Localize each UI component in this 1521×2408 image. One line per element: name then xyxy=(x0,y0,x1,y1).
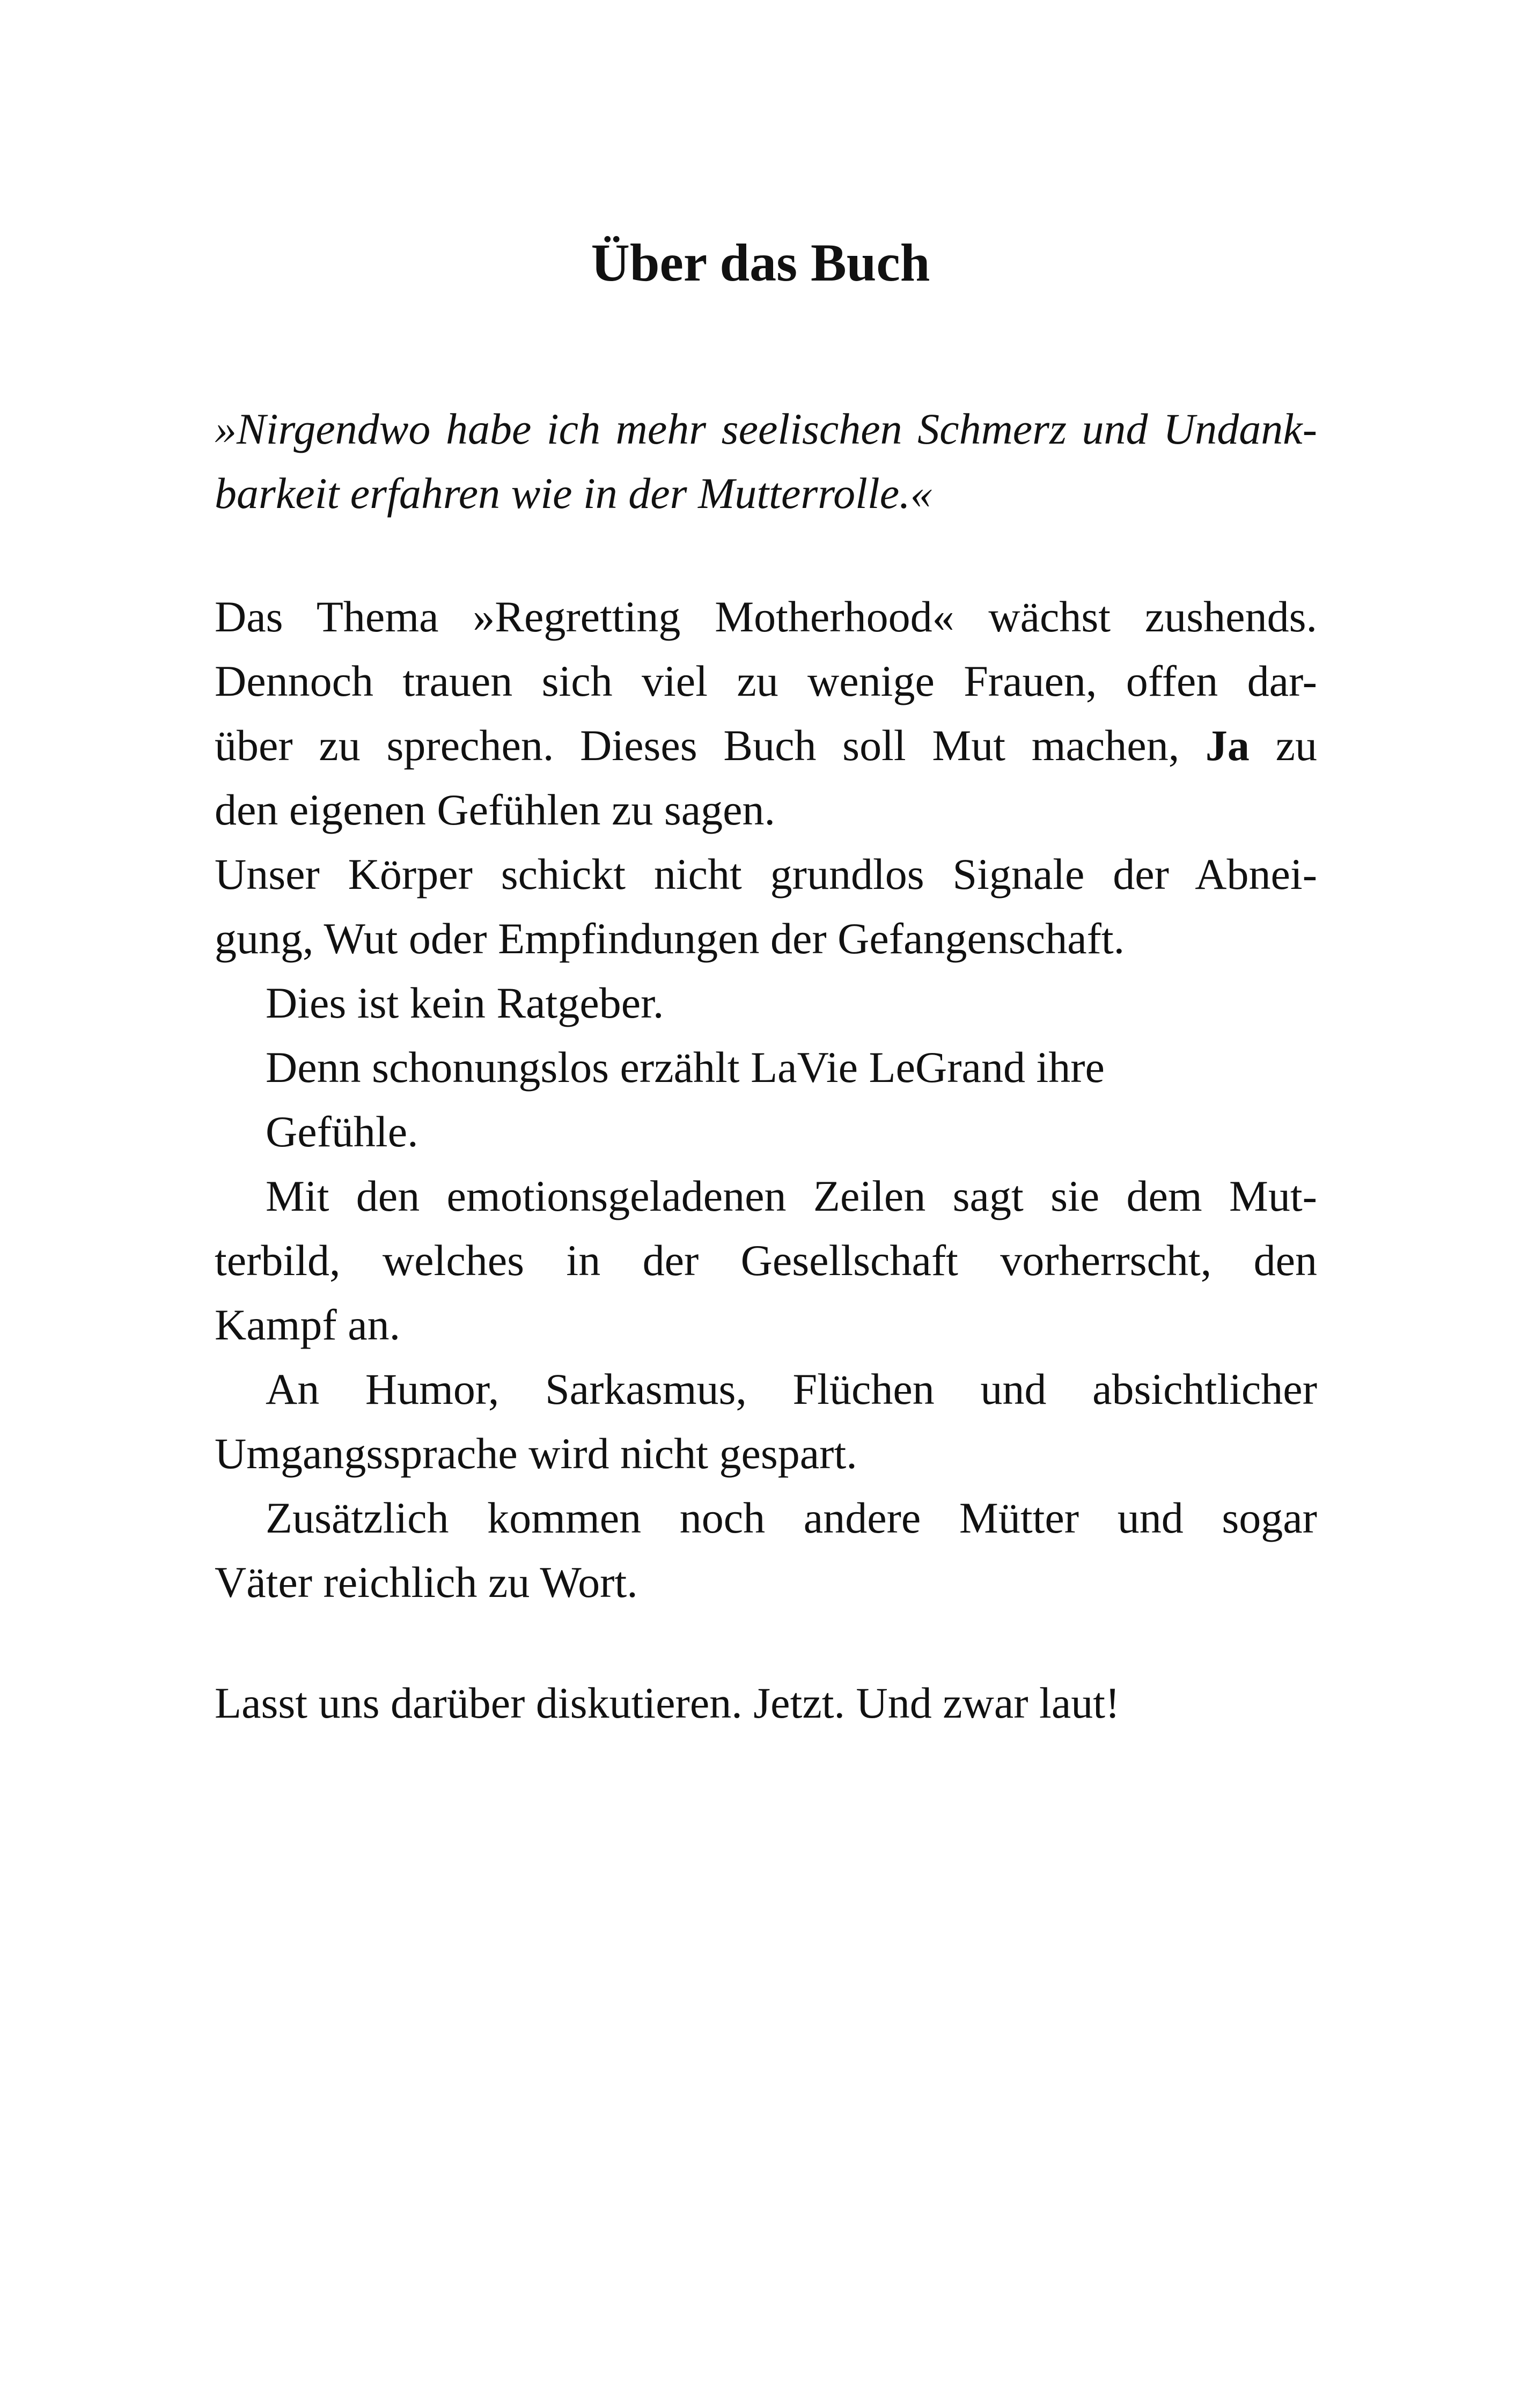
body-line-14: Umgangssprache wird nicht gespart. xyxy=(215,1429,857,1478)
body-line-5: Unser Körper schickt nicht grundlos Signale der Abnei- xyxy=(215,850,1317,899)
body-line-12: Kampf an. xyxy=(215,1300,401,1349)
body-line-2: Dennoch trauen sich viel zu wenige Frauen, offen dar- xyxy=(215,657,1317,705)
quote-line-1: »Nirgendwo habe ich mehr seelischen Schmerz und Undank- xyxy=(215,404,1317,453)
body-line-15: Zusätzlich kommen noch andere Mütter und sogar xyxy=(266,1493,1317,1542)
body-line-1: Das Thema »Regretting Motherhood« wächst zushends. xyxy=(215,592,1317,641)
closing-line: Lasst uns darüber diskutieren. Jetzt. Und zwar laut! xyxy=(215,1678,1120,1727)
body-line-4: den eigenen Gefühlen zu sagen. xyxy=(215,785,776,834)
body-line-10: Mit den emotionsgeladenen Zeilen sagt sie dem Mut- xyxy=(266,1172,1317,1220)
body-line-3 xyxy=(215,713,1317,778)
body-line-9: Gefühle. xyxy=(266,1107,418,1156)
body-line-6: gung, Wut oder Empfindungen der Gefangenschaft. xyxy=(215,914,1125,963)
body-line-13: An Humor, Sarkasmus, Flüchen und absichtlicher xyxy=(266,1365,1317,1413)
body-line-11: terbild, welches in der Gesellschaft vorherrscht, den xyxy=(215,1236,1317,1285)
body-line-7: Dies ist kein Ratgeber. xyxy=(266,978,664,1027)
quote-line-2: barkeit erfahren wie in der Mutterrolle.« xyxy=(215,469,932,518)
body-line-3-end: zu xyxy=(1275,721,1318,770)
page-title: Über das Buch xyxy=(591,233,930,292)
emphasis-ja: Ja xyxy=(1205,721,1250,770)
body-line-8: Denn schonungslos erzählt LaVie LeGrand ihre xyxy=(266,1043,1105,1092)
body-line-3-start: über zu sprechen. Dieses Buch soll Mut machen, xyxy=(215,721,1180,770)
body-line-16: Väter reichlich zu Wort. xyxy=(215,1558,638,1607)
